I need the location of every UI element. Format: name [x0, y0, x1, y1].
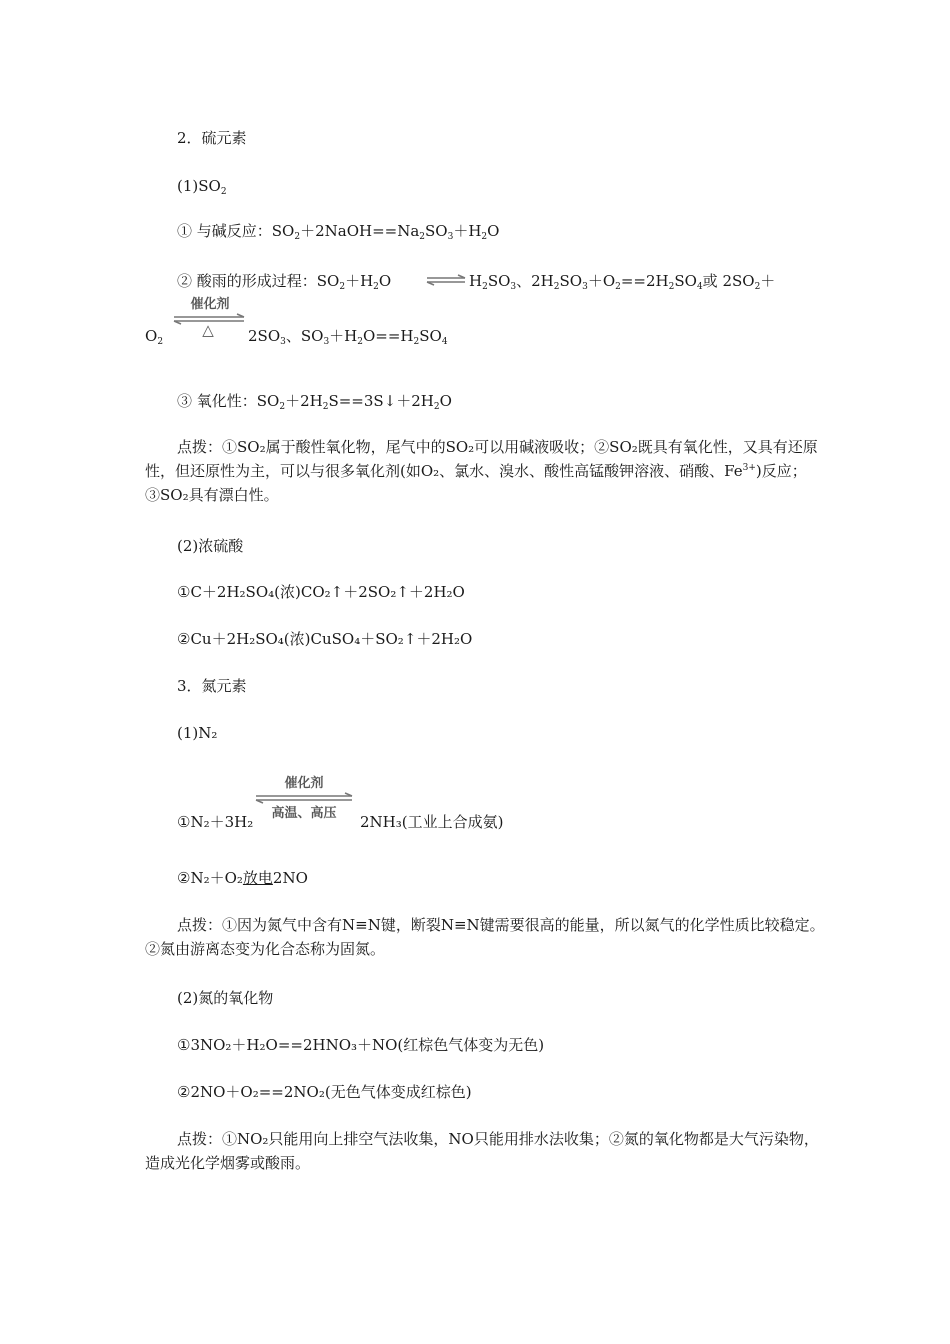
subheading-n2: (1)N₂ [177, 724, 218, 742]
equation-oxidation: ③ 氧化性：$SO_2+2H_2S==3S↓+2H_2O$ [177, 392, 452, 412]
tip-n2: 点拨：①因为氮气中含有N≡N键，断裂N≡N键需要很高的能量，所以氮气的化学性质比较稳定。②氮由游离态变为化合态称为固氮。 [145, 916, 825, 958]
equation-so2-naoh: ① 与碱反应：$SO_2+2NaOH==Na_2SO_3+H_2O$ [177, 222, 500, 242]
subheading-nitrogen-oxides: (2)氮的氧化物 [177, 989, 274, 1007]
tip-so2: 点拨：①SO₂属于酸性氧化物，尾气中的SO₂可以用碱液吸收；②SO₂既具有氧化性，又具有还原性，但还原性为主，可以与很多氧化剂(如O₂、氯水、溴水、酸性高锰酸钾溶液、硝酸、$Fe^{3+}$)反应；③SO₂具有漂白性。 [145, 438, 818, 504]
section-heading-nitrogen: 3．氮元素 [177, 677, 247, 695]
subheading-so2: $(1)SO_2$ [177, 177, 227, 197]
equation-acid-rain-3: $O_2$ [145, 327, 164, 347]
equation-haber-left: ①N₂＋3H₂ [177, 813, 254, 831]
condition-label: 高温、高压 [271, 806, 337, 821]
equation-copper-acid: ②Cu＋2H₂SO₄(浓)CuSO₄＋SO₂↑＋2H₂O [177, 630, 473, 648]
heat-symbol: △ [202, 321, 214, 339]
equation-haber-right: 2NH₃(工业上合成氨) [360, 813, 504, 831]
subheading-conc-sulfuric-acid: (2)浓硫酸 [177, 537, 244, 555]
tip-nitrogen-oxides: 点拨：①NO₂只能用向上排空气法收集，NO只能用排水法收集；②氮的氧化物都是大气污染物，造成光化学烟雾或酸雨。 [145, 1130, 819, 1172]
equation-no2-water: ①3NO₂＋H₂O==2HNO₃＋NO(红棕色气体变为无色) [177, 1036, 545, 1054]
equation-n2-o2: ②N₂＋O₂放电2NO [177, 869, 308, 887]
catalyst-label: 催化剂 [284, 776, 324, 791]
equation-acid-rain-4: $2SO_3$、$SO_3+H_2O==H_2SO_4$ [248, 327, 448, 347]
equation-acid-rain-1: ② 酸雨的形成过程：$SO_2+H_2O$ [177, 272, 392, 292]
reversible-arrow-icon [425, 274, 467, 286]
section-heading-sulfur: 2．硫元素 [177, 129, 247, 147]
equation-no-o2: ②2NO＋O₂==2NO₂(无色气体变成红棕色) [177, 1083, 472, 1101]
catalyst-label: 催化剂 [190, 297, 230, 312]
equation-acid-rain-2: $H_2SO_3$、$2H_2SO_3+O_2==2H_2SO_4$或 $2SO_2+$ [469, 272, 776, 292]
equation-carbon-acid: ①C＋2H₂SO₄(浓)CO₂↑＋2SO₂↑＋2H₂O [177, 583, 465, 601]
